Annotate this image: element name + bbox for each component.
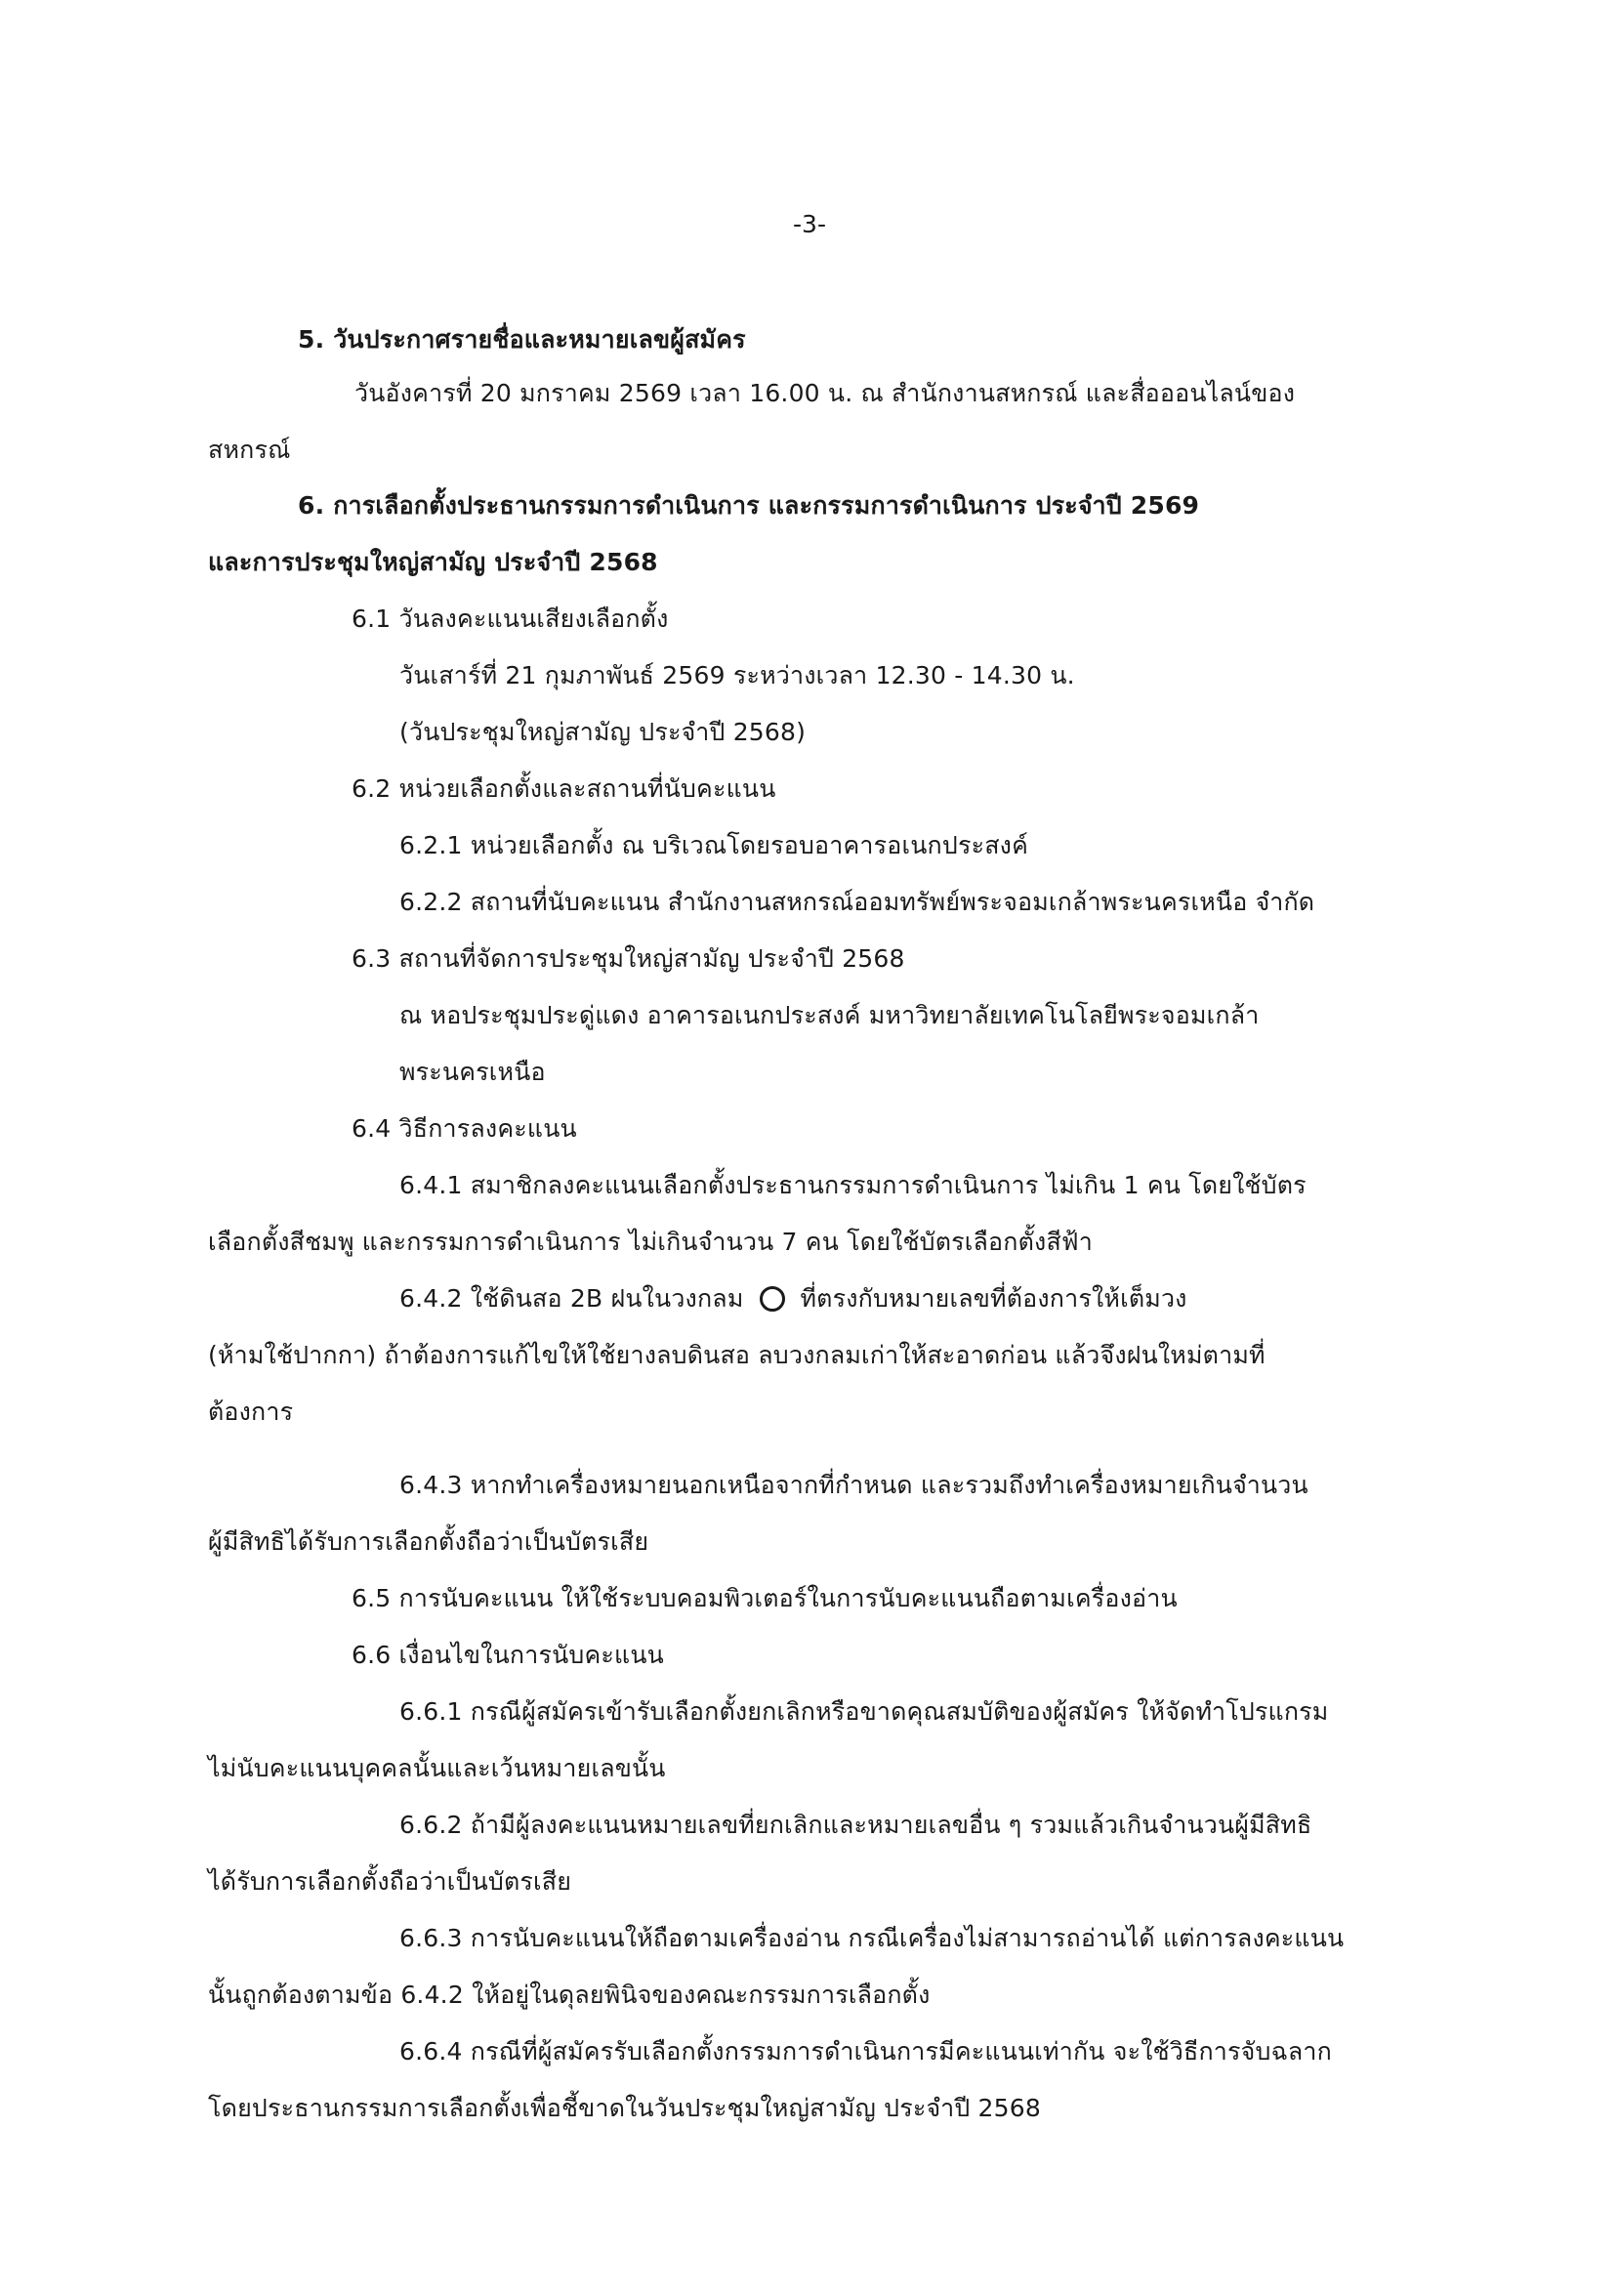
section-6-6-4-line-2: โดยประธานกรรมการเลือกตั้งเพื่อชี้ขาดในวันประชุมใหญ่สามัญ ประจำปี 2568 — [208, 2094, 1041, 2122]
section-6-2-item-2: 6.2.2 สถานที่นับคะแนน สำนักงานสหกรณ์ออมทรัพย์พระจอมเกล้าพระนครเหนือ จำกัด — [399, 888, 1315, 916]
section-6-4-3-line-2: ผู้มีสิทธิได้รับการเลือกตั้งถือว่าเป็นบัตรเสีย — [208, 1527, 649, 1556]
section-6-3-line-2: พระนครเหนือ — [399, 1058, 546, 1086]
section-6-4-2-line-1 — [399, 1281, 1187, 1316]
section-5-line-1: วันอังคารที่ 20 มกราคม 2569 เวลา 16.00 น. ณ สำนักงานสหกรณ์ และสื่อออนไลน์ของ — [354, 379, 1296, 407]
section-6-3-title: 6.3 สถานที่จัดการประชุมใหญ่สามัญ ประจำปี 2568 — [352, 944, 905, 973]
section-6-4-1-line-1: 6.4.1 สมาชิกลงคะแนนเลือกตั้งประธานกรรมการดำเนินการ ไม่เกิน 1 คน โดยใช้บัตร — [399, 1171, 1307, 1199]
section-6-1-line-1: วันเสาร์ที่ 21 กุมภาพันธ์ 2569 ระหว่างเวลา 12.30 - 14.30 น. — [399, 661, 1075, 689]
section-6-4-2-line-3: ต้องการ — [208, 1398, 294, 1426]
section-6-6-2-line-2: ได้รับการเลือกตั้งถือว่าเป็นบัตรเสีย — [208, 1867, 572, 1896]
circle-icon — [760, 1286, 785, 1312]
section-6-2-title: 6.2 หน่วยเลือกตั้งและสถานที่นับคะแนน — [352, 774, 776, 803]
section-6-4-3-line-1: 6.4.3 หากทำเครื่องหมายนอกเหนือจากที่กำหนด และรวมถึงทำเครื่องหมายเกินจำนวน — [399, 1471, 1308, 1499]
section-6-4-1-line-2: เลือกตั้งสีชมพู และกรรมการดำเนินการ ไม่เกินจำนวน 7 คน โดยใช้บัตรเลือกตั้งสีฟ้า — [208, 1228, 1094, 1256]
section-6-3-line-1: ณ หอประชุมประดู่แดง อาคารอเนกประสงค์ มหาวิทยาลัยเทคโนโลยีพระจอมเกล้า — [399, 1001, 1260, 1029]
section-6-2-item-1: 6.2.1 หน่วยเลือกตั้ง ณ บริเวณโดยรอบอาคารอเนกประสงค์ — [399, 831, 1028, 859]
section-6-6-3-line-2: นั้นถูกต้องตามข้อ 6.4.2 ให้อยู่ในดุลยพินิจของคณะกรรมการเลือกตั้ง — [208, 1981, 931, 2009]
section-5-line-2: สหกรณ์ — [208, 436, 291, 464]
section-6-1-line-2: (วันประชุมใหญ่สามัญ ประจำปี 2568) — [399, 718, 807, 746]
section-6-4-title: 6.4 วิธีการลงคะแนน — [352, 1114, 577, 1143]
section-6-6-3-line-1: 6.6.3 การนับคะแนนให้ถือตามเครื่องอ่าน กรณีเครื่องไม่สามารถอ่านได้ แต่การลงคะแนน — [399, 1924, 1345, 1952]
section-6-4-2-text-b: ที่ตรงกับหมายเลขที่ต้องการให้เต็มวง — [800, 1284, 1187, 1313]
section-6-5-title: 6.5 การนับคะแนน ให้ใช้ระบบคอมพิวเตอร์ในการนับคะแนนถือตามเครื่องอ่าน — [352, 1584, 1178, 1612]
section-6-1-title: 6.1 วันลงคะแนนเสียงเลือกตั้ง — [352, 605, 669, 633]
section-6-4-2-text-a: 6.4.2 ใช้ดินสอ 2B ฝนในวงกลม — [399, 1284, 744, 1313]
section-5-heading: 5. วันประกาศรายชื่อและหมายเลขผู้สมัคร — [298, 325, 746, 354]
section-6-6-4-line-1: 6.6.4 กรณีที่ผู้สมัครรับเลือกตั้งกรรมการดำเนินการมีคะแนนเท่ากัน จะใช้วิธีการจับฉลาก — [399, 2037, 1332, 2066]
section-6-heading-line-2: และการประชุมใหญ่สามัญ ประจำปี 2568 — [208, 548, 658, 576]
section-6-6-1-line-2: ไม่นับคะแนนบุคคลนั้นและเว้นหมายเลขนั้น — [208, 1754, 666, 1782]
section-6-4-2-line-2: (ห้ามใช้ปากกา) ถ้าต้องการแก้ไขให้ใช้ยางลบดินสอ ลบวงกลมเก่าให้สะอาดก่อน แล้วจึงฝนใหม่ตามที่ — [208, 1341, 1266, 1369]
page-number: -3- — [793, 210, 826, 238]
section-6-6-2-line-1: 6.6.2 ถ้ามีผู้ลงคะแนนหมายเลขที่ยกเลิกและหมายเลขอื่น ๆ รวมแล้วเกินจำนวนผู้มีสิทธิ — [399, 1811, 1312, 1839]
section-6-6-title: 6.6 เงื่อนไขในการนับคะแนน — [352, 1641, 664, 1669]
section-6-heading-line-1: 6. การเลือกตั้งประธานกรรมการดำเนินการ และกรรมการดำเนินการ ประจำปี 2569 — [298, 491, 1200, 520]
section-6-6-1-line-1: 6.6.1 กรณีผู้สมัครเข้ารับเลือกตั้งยกเลิกหรือขาดคุณสมบัติของผู้สมัคร ให้จัดทำโปรแกรม — [399, 1697, 1329, 1726]
